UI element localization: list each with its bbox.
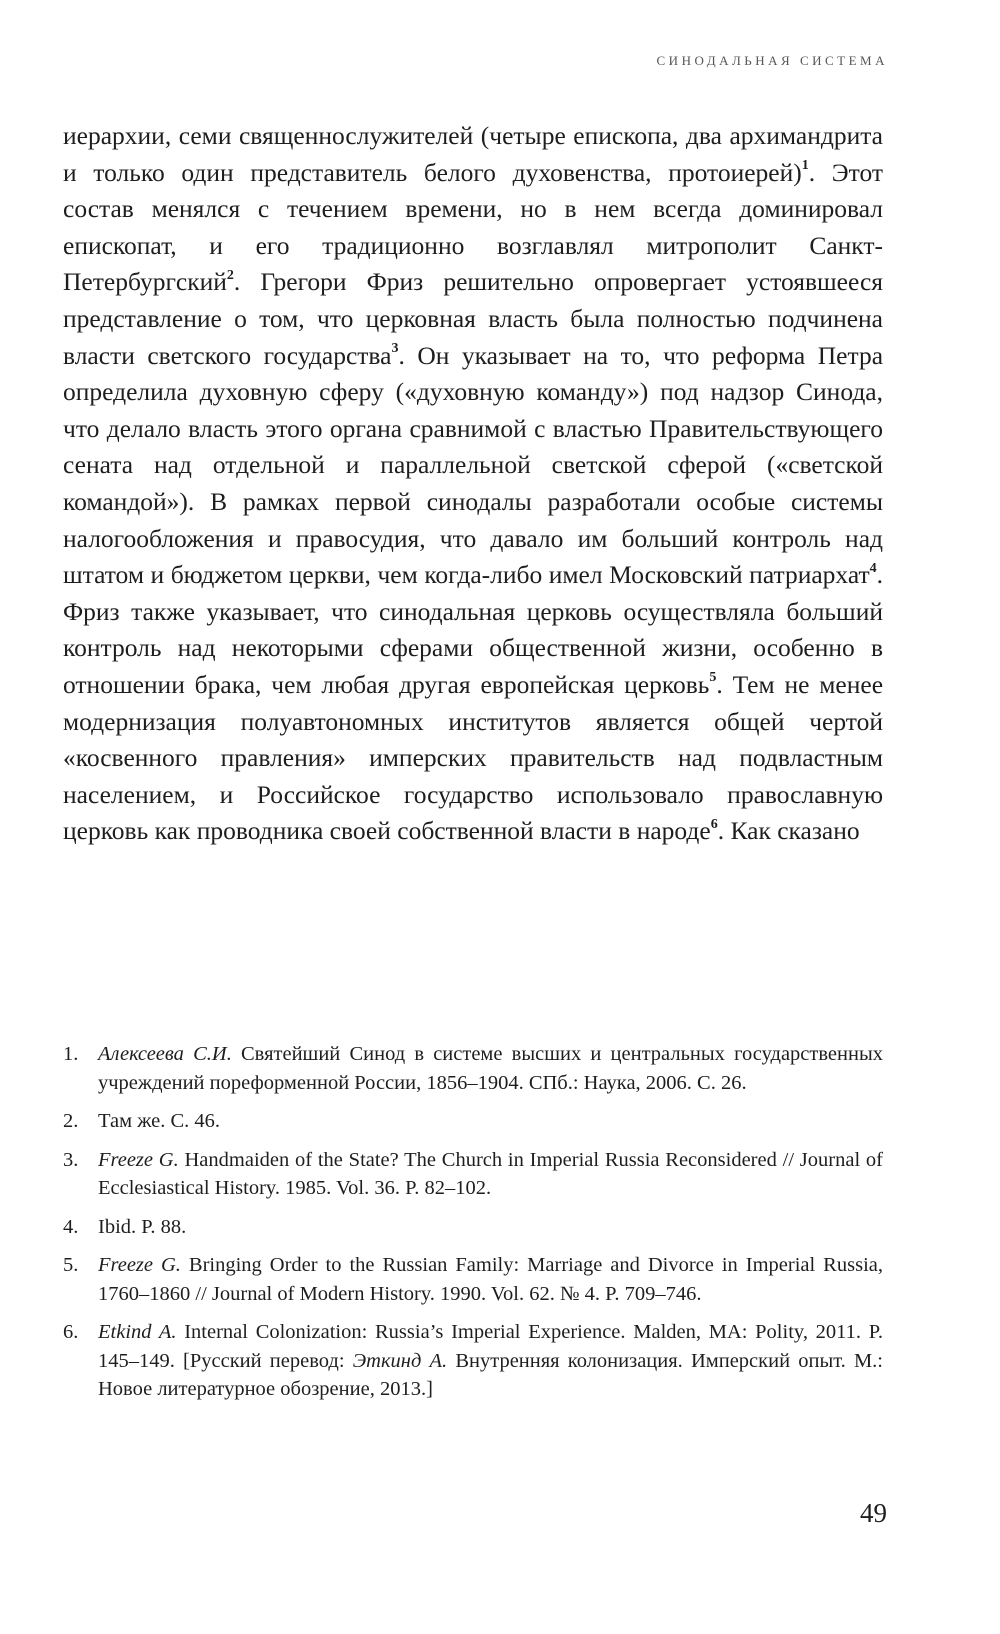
- body-text-segment: . Он указывает на то, что реформа Петра определила духовную сферу («духовную команду») под надзор Синода, что делало власть этого органа сравнимой с властью Правительствующего сената над отдельной и параллельной светской сферой («светской командой»). В рамках первой синодалы разработали особые системы налогообложения и правосудия, что давало им больший контроль над штатом и бюджетом церкви, чем когда-либо имел Московский патриархат: [63, 340, 884, 590]
- body-text-segment: . Фриз также указывает, что синодальная церковь осуществляла больший контроль над некоторыми сферами общественной жизни, особенно в отношении брака, чем любая другая европейская церковь: [63, 560, 883, 699]
- footnote-body: Там же. С. 46.: [98, 1110, 220, 1132]
- body-text-segment: . Тем не менее модернизация полуавтономных институтов является общей чертой «косвенного правления» имперских правительств над подвластным населением, и Российское государство использовало православную церковь как проводника своей собственной власти в народе: [63, 669, 884, 846]
- footnote-text: [98, 1318, 883, 1404]
- footnote-ref-3[interactable]: 3: [391, 341, 399, 357]
- body-text-segment: . Как сказано: [717, 816, 860, 846]
- footnote-author: Freeze G.: [98, 1148, 179, 1171]
- footnote-number: 4.: [63, 1215, 79, 1238]
- footnote-ref-5[interactable]: 5: [709, 670, 717, 686]
- footnote-number: 1.: [63, 1043, 79, 1065]
- footnote-author: Freeze G.: [98, 1254, 181, 1276]
- footnote-6: [63, 1318, 883, 1404]
- footnote-number: 2.: [63, 1110, 79, 1132]
- footnote-body: Святейший Синод в системе высших и центральных государственных учреждений пореформенной России, 1856–1904. СПб.: Наука, 2006. С. 26.: [98, 1043, 883, 1094]
- footnote-text: [98, 1146, 883, 1203]
- footnote-author: Алексеева С.И.: [98, 1043, 232, 1065]
- footnote-5: [63, 1251, 883, 1308]
- footnote-4: [63, 1213, 883, 1242]
- footnote-ref-6[interactable]: 6: [710, 816, 718, 832]
- body-text-segment: иерархии, семи священнослужителей (четыре епископа, два архимандрита и только один представитель белого духовенства, протоиерей): [63, 121, 883, 187]
- footnotes: [63, 1040, 883, 1414]
- footnote-text: [98, 1213, 883, 1242]
- footnote-author: Etkind A.: [98, 1321, 177, 1343]
- footnote-body: Внутренняя колонизация. Имперский опыт. М.: Новое литературное обозрение, 2013.]: [98, 1349, 883, 1400]
- footnote-1: [63, 1040, 883, 1097]
- running-head: СИНОДАЛЬНАЯ СИСТЕМА: [656, 53, 888, 68]
- footnote-number: 3.: [63, 1148, 79, 1171]
- footnote-number: 5.: [63, 1254, 79, 1276]
- footnote-ref-2[interactable]: 2: [226, 267, 234, 283]
- footnote-text: [98, 1107, 883, 1136]
- page-number: 49: [860, 1498, 887, 1528]
- body-paragraph: [63, 118, 883, 850]
- footnote-text: [98, 1251, 883, 1308]
- footnote-body: Bringing Order to the Russian Family: Marriage and Divorce in Imperial Russia, 1760–1860 // Journal of Modern History. 1990. Vol. 62. № 4. P. 709–746.: [98, 1254, 883, 1305]
- footnote-body: Internal Colonization: Russia’s Imperial Experience. Malden, MA: Polity, 2011. P. 145–149. [Русский перевод:: [98, 1321, 883, 1372]
- footnote-body: Handmaiden of the State? The Church in Imperial Russia Reconsidered // Journal of Ecclesiastical History. 1985. Vol. 36. P. 82–102.: [98, 1148, 883, 1199]
- footnote-3: [63, 1146, 883, 1203]
- footnote-body: Ibid. P. 88.: [98, 1215, 187, 1238]
- footnote-author: Эткинд А.: [352, 1349, 448, 1372]
- body-text-segment: . Этот состав менялся с течением времени, но в нем всегда доминировал епископат, и его традиционно возглавлял митрополит Санкт-Петербургский: [63, 157, 883, 297]
- footnote-2: [63, 1107, 883, 1136]
- footnote-text: [98, 1040, 883, 1097]
- footnote-number: 6.: [63, 1321, 79, 1343]
- body-text-segment: . Грегори Фриз решительно опровергает устоявшееся представление о том, что церковная власть была полностью подчинена власти светского государства: [63, 267, 883, 370]
- footnote-ref-4[interactable]: 4: [869, 560, 877, 576]
- footnote-ref-1[interactable]: 1: [801, 158, 809, 174]
